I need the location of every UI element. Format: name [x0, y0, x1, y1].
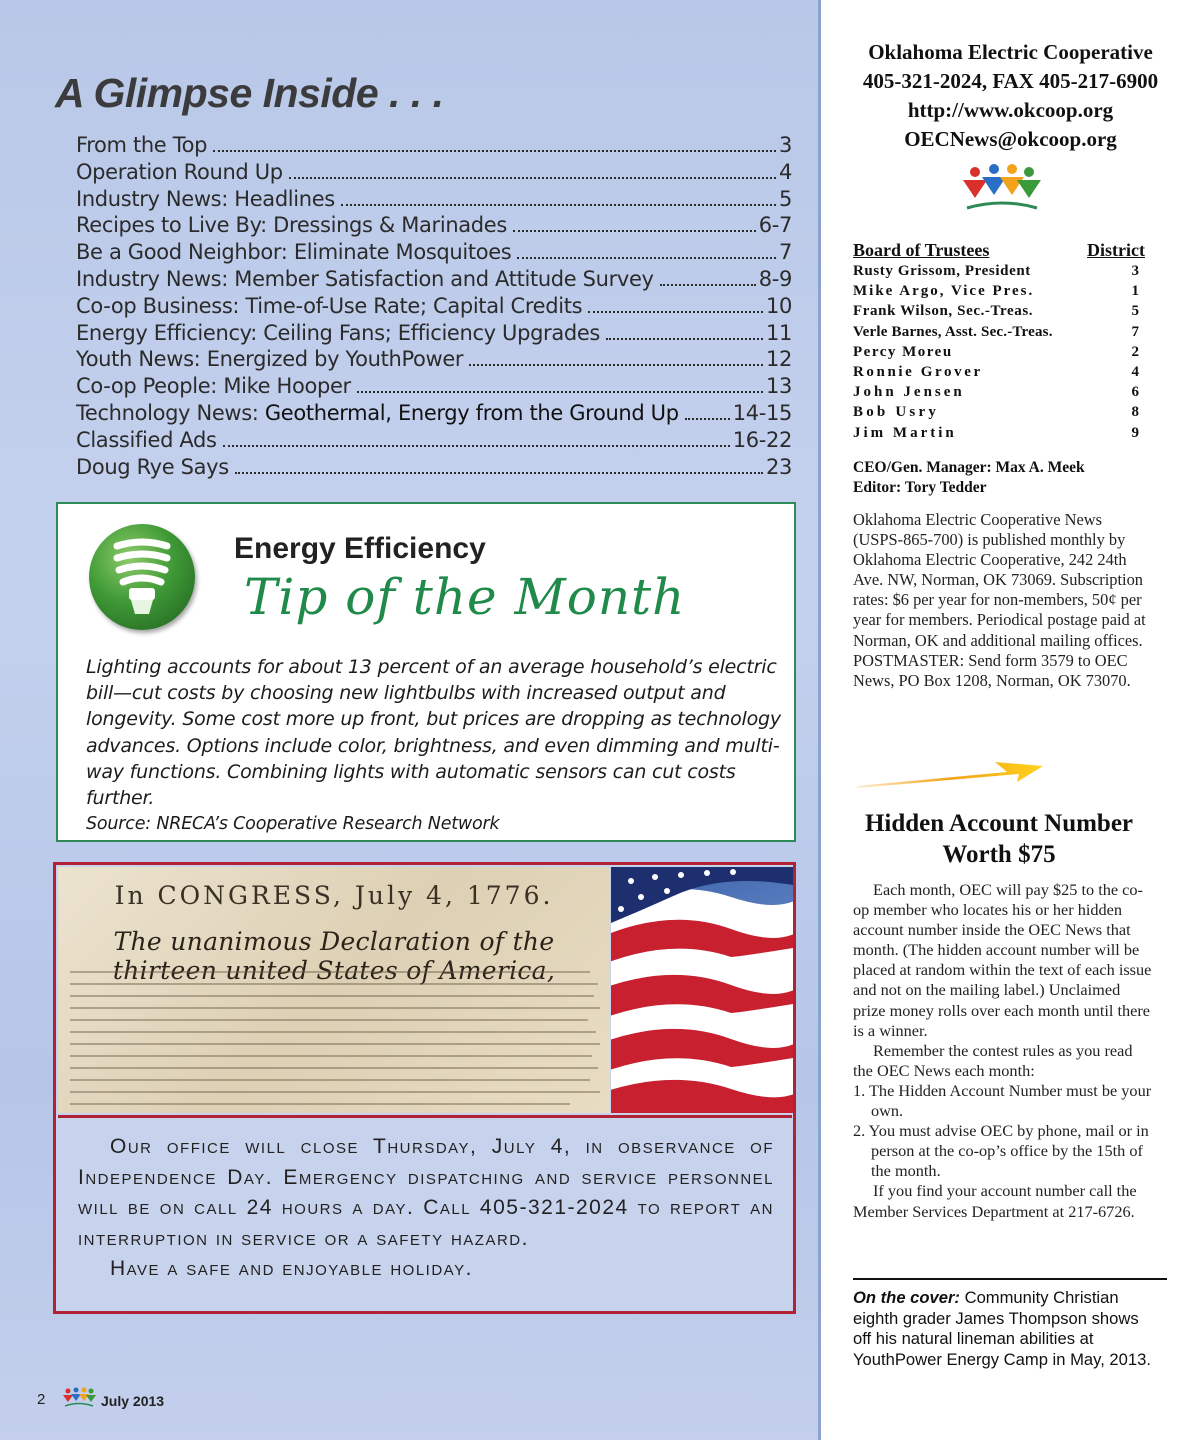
declaration-heading: In CONGRESS, July 4, 1776. [114, 881, 554, 910]
closure-paragraph: Our office will close Thursday, July 4, in observance of Independence Day. Emergency dispatching and service personnel will be on call 24 hours a day. Call 405-321-2024 to report an interruption in service or a safety hazard. [78, 1135, 774, 1250]
toc-item-page: 4 [778, 159, 792, 184]
script-line [70, 1055, 592, 1057]
closure-notice [58, 1115, 792, 1311]
toc-item-page: 16-22 [732, 427, 792, 452]
script-line [70, 983, 598, 985]
script-line [70, 1019, 588, 1021]
toc-item-title: Be a Good Neighbor: Eliminate Mosquitoes [76, 240, 512, 265]
script-line [70, 1067, 598, 1069]
trustee-row [853, 402, 1145, 422]
divider-rule [853, 1278, 1167, 1280]
leader-dots [517, 257, 776, 259]
trustee-row [853, 382, 1145, 402]
trustee-name: Verle Barnes, Asst. Sec.-Treas. [853, 323, 1053, 340]
board-of-trustees [853, 240, 1145, 443]
tip-heading: Energy Efficiency [234, 532, 486, 565]
trustee-district: 1 [1131, 283, 1139, 300]
toc-item[interactable] [76, 347, 792, 374]
script-line [70, 971, 590, 973]
phone-fax: 405-321-2024, FAX 405-217-6900 [862, 69, 1159, 93]
leader-dots [606, 338, 763, 340]
hidden-para: Each month, OEC will pay $25 to the co-op member who locates his or her hidden account number inside the OEC News that month. (The hidden account number will be placed at random within the text of each issue and not on the mailing label.) Unclaimed prize money rolls over each month until there is a winner. [853, 880, 1152, 1040]
trustee-name: Percy Moreu [853, 343, 953, 360]
district-heading: District [1087, 240, 1145, 260]
cover-lead: On the cover: [853, 1288, 960, 1307]
trustee-row [853, 281, 1145, 301]
contest-rule: 2. You must advise OEC by phone, mail or in person at the co-op’s office by the 15th of the month. [853, 1121, 1149, 1181]
toc-item[interactable] [76, 401, 792, 428]
toc-item-title: Recipes to Live By: Dressings & Marinades [76, 213, 507, 238]
energy-tip-box [56, 502, 796, 842]
hidden-title-line1: Hidden Account Number [864, 810, 1134, 837]
trustee-name: Frank Wilson, Sec.-Treas. [853, 303, 1034, 320]
american-flag-image [611, 867, 793, 1113]
toc-item-page: 6-7 [758, 213, 792, 238]
script-line [70, 1007, 600, 1009]
trustee-name: John Jensen [853, 384, 965, 401]
table-of-contents [76, 133, 792, 481]
script-line [70, 995, 594, 997]
script-line [70, 1079, 590, 1081]
toc-item-title: Youth News: Energized by YouthPower [76, 347, 464, 372]
leader-dots [513, 230, 756, 232]
toc-item-section: Technology News: [76, 400, 265, 425]
right-column [821, 0, 1200, 1440]
declaration-image [58, 867, 610, 1113]
toc-item[interactable] [76, 133, 792, 160]
toc-item-page: 8-9 [758, 266, 792, 291]
hidden-para: Remember the contest rules as you read the OEC News each month: [853, 1040, 1133, 1080]
toc-item-page: 13 [765, 374, 792, 399]
leader-dots [588, 311, 763, 313]
closure-notice-text [78, 1132, 774, 1285]
toc-item-page: 5 [778, 186, 792, 211]
page-number: 2 [37, 1391, 46, 1408]
toc-item[interactable] [76, 160, 792, 187]
contest-rule: 1. The Hidden Account Number must be your own. [853, 1080, 1152, 1121]
toc-item[interactable] [76, 213, 792, 240]
cover-description: Community Christian eighth grader James Thompson shows off his natural lineman abilities at YouthPower Energy Camp in May, 2013. [853, 1288, 1151, 1369]
script-line [70, 1031, 596, 1033]
ceo-line: CEO/Gen. Manager: Max A. Meek [853, 459, 1085, 476]
toc-item-page: 11 [765, 320, 792, 345]
toc-item-title: Industry News: Member Satisfaction and Attitude Survey [76, 266, 654, 291]
trustee-name: Mike Argo, Vice Pres. [853, 283, 1035, 300]
leader-dots [223, 445, 730, 447]
masthead [821, 38, 1200, 154]
declaration-subheading: The unanimous Declaration of the thirteen united States of America, [112, 927, 556, 985]
tip-script-title: Tip of the Month [244, 568, 686, 626]
editor-line: Editor: Tory Tedder [853, 479, 987, 496]
trustee-district: 7 [1131, 323, 1139, 340]
holiday-notice-box [53, 862, 796, 1314]
website-link[interactable]: http://www.okcoop.org [907, 98, 1114, 122]
trustee-district: 2 [1131, 343, 1139, 360]
toc-item[interactable] [76, 294, 792, 321]
toc-item[interactable] [76, 187, 792, 214]
toc-item-page: 7 [778, 240, 792, 265]
trustee-row [853, 342, 1145, 362]
lightning-bolt-icon [857, 758, 1043, 799]
toc-item-subtitle: Geothermal, Energy from the Ground Up [264, 400, 679, 425]
trustee-district: 6 [1131, 384, 1139, 401]
trustee-row [853, 301, 1145, 321]
board-heading: Board of Trustees [853, 240, 990, 260]
toc-item-page: 12 [765, 347, 792, 372]
leader-dots [357, 391, 763, 393]
toc-item-title: Industry News: Headlines [76, 186, 335, 211]
script-line [70, 1043, 600, 1045]
coop-people-icon [62, 1387, 96, 1414]
publication-info: Oklahoma Electric Cooperative News (USPS-865-700) is published monthly by Oklahoma Electric Cooperative, 242 24th Ave. NW, Norman, OK 73069. Subscription rates: $6 per year for non-members, 50¢ per year for members. Periodical postage paid at Norman, OK and additional mailing offices. POSTMASTER: Send form 3579 to OEC News, PO Box 1208, Norman, OK 73070. [853, 510, 1146, 690]
toc-item[interactable] [76, 455, 792, 482]
leader-dots [213, 150, 776, 152]
leader-dots [660, 284, 756, 286]
contents-title: A Glimpse Inside . . . [55, 70, 444, 116]
officers [853, 458, 1085, 498]
hidden-account-body [853, 880, 1153, 1222]
leader-dots [341, 204, 776, 206]
toc-item[interactable] [76, 428, 792, 455]
trustee-district: 9 [1131, 424, 1139, 441]
toc-item-title: Operation Round Up [76, 159, 283, 184]
toc-item-title: Co-op People: Mike Hooper [76, 374, 351, 399]
trustee-name: Jim Martin [853, 424, 957, 441]
trustee-name: Bob Usry [853, 404, 940, 421]
tip-body: Lighting accounts for about 13 percent of an average household’s electric bill—cut costs by choosing new lightbulbs with increased output and longevity. Some cost more up front, but prices are dropping as technology advances. Options include color, brightness, and even dimming and multi-way functions. Combining lights with automatic sensors can cut costs further. [86, 656, 781, 810]
toc-item-page: 23 [765, 454, 792, 479]
tip-source: Source: NRECA’s Cooperative Research Network [86, 814, 500, 834]
coop-logo-icon [961, 162, 1043, 217]
trustee-district: 3 [1131, 263, 1139, 279]
toc-item-title [76, 401, 679, 425]
toc-item-title: Energy Efficiency: Ceiling Fans; Efficiency Upgrades [76, 320, 600, 345]
holiday-wish: Have a safe and enjoyable holiday. [110, 1257, 473, 1280]
toc-item[interactable] [76, 240, 792, 267]
toc-item-title: From the Top [76, 133, 208, 157]
coop-name: Oklahoma Electric Cooperative [868, 40, 1153, 64]
trustee-district: 4 [1131, 364, 1139, 381]
trustee-row [853, 322, 1145, 342]
leader-dots [289, 177, 776, 179]
script-line [70, 1103, 570, 1105]
toc-item[interactable] [76, 374, 792, 401]
trustee-name: Ronnie Grover [853, 364, 983, 381]
toc-item-title: Classified Ads [76, 427, 217, 452]
hidden-para: If you find your account number call the Member Services Department at 217-6726. [853, 1181, 1137, 1221]
trustee-row [853, 362, 1145, 382]
hidden-account-title [821, 808, 1177, 870]
trustee-district: 5 [1131, 303, 1139, 320]
toc-item[interactable] [76, 321, 792, 348]
board-header [853, 240, 1145, 261]
trustee-district: 8 [1131, 404, 1139, 421]
cover-caption [853, 1288, 1153, 1370]
toc-item-title: Doug Rye Says [76, 454, 229, 479]
toc-item-page: 3 [778, 133, 792, 157]
leader-dots [235, 472, 763, 474]
trustee-name: Rusty Grissom, President [853, 263, 1031, 279]
trustee-row [853, 423, 1145, 443]
leader-dots [469, 364, 763, 366]
hidden-title-line2: Worth $75 [942, 841, 1056, 868]
trustee-row [853, 261, 1145, 281]
lightbulb-icon [89, 524, 195, 630]
toc-item-page: 10 [765, 293, 792, 318]
toc-item-title: Co-op Business: Time-of-Use Rate; Capital Credits [76, 293, 583, 318]
toc-item[interactable] [76, 267, 792, 294]
email-link[interactable]: OECNews@okcoop.org [904, 127, 1117, 151]
toc-item-page: 14-15 [732, 400, 792, 425]
issue-date: July 2013 [101, 1393, 165, 1409]
script-line [70, 1091, 600, 1093]
leader-dots [685, 418, 730, 420]
